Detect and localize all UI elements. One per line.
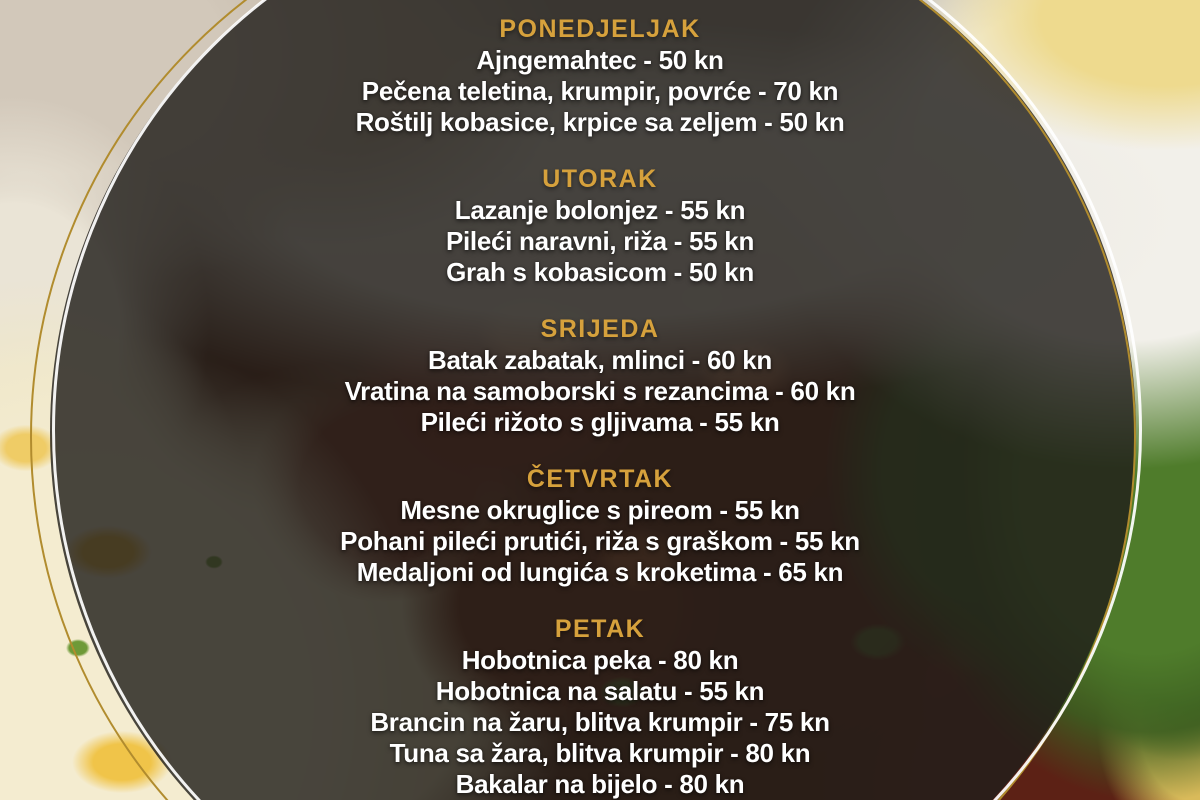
menu-item: Tuna sa žara, blitva krumpir - 80 kn bbox=[389, 738, 811, 768]
menu-section-ponedjeljak bbox=[0, 14, 1200, 138]
menu-item: Hobotnica peka - 80 kn bbox=[461, 645, 739, 675]
menu-item: Batak zabatak, mlinci - 60 kn bbox=[428, 345, 772, 375]
menu-section-utorak bbox=[0, 164, 1200, 288]
day-header-petak: PETAK bbox=[554, 615, 646, 643]
menu-item: Vratina na samoborski s rezancima - 60 kn bbox=[344, 376, 856, 406]
menu-item: Pileći naravni, riža - 55 kn bbox=[445, 226, 755, 256]
menu-item: Pohani pileći prutići, riža s graškom - 55 kn bbox=[340, 526, 860, 556]
menu-item: Ajngemahtec - 50 kn bbox=[476, 45, 724, 75]
menu-section-petak bbox=[0, 614, 1200, 800]
menu-item: Pileći rižoto s gljivama - 55 kn bbox=[420, 407, 780, 437]
menu-item: Brancin na žaru, blitva krumpir - 75 kn bbox=[370, 707, 830, 737]
day-header-utorak: UTORAK bbox=[542, 165, 658, 193]
menu-item: Lazanje bolonjez - 55 kn bbox=[454, 195, 746, 225]
menu-section-cetvrtak bbox=[0, 464, 1200, 588]
menu-item: Grah s kobasicom - 50 kn bbox=[446, 257, 754, 287]
day-header-ponedjeljak: PONEDJELJAK bbox=[499, 15, 701, 43]
day-header-cetvrtak: ČETVRTAK bbox=[526, 465, 674, 493]
menu-item: Roštilj kobasice, krpice sa zeljem - 50 kn bbox=[355, 107, 845, 137]
menu-item: Hobotnica na salatu - 55 kn bbox=[435, 676, 765, 706]
day-header-srijeda: SRIJEDA bbox=[540, 315, 660, 343]
menu-item: Medaljoni od lungića s kroketima - 65 kn bbox=[356, 557, 844, 587]
menu-item: Bakalar na bijelo - 80 kn bbox=[455, 769, 745, 799]
menu-item: Mesne okruglice s pireom - 55 kn bbox=[400, 495, 800, 525]
menu-item: Pečena teletina, krumpir, povrće - 70 kn bbox=[361, 76, 839, 106]
menu-section-srijeda bbox=[0, 314, 1200, 438]
